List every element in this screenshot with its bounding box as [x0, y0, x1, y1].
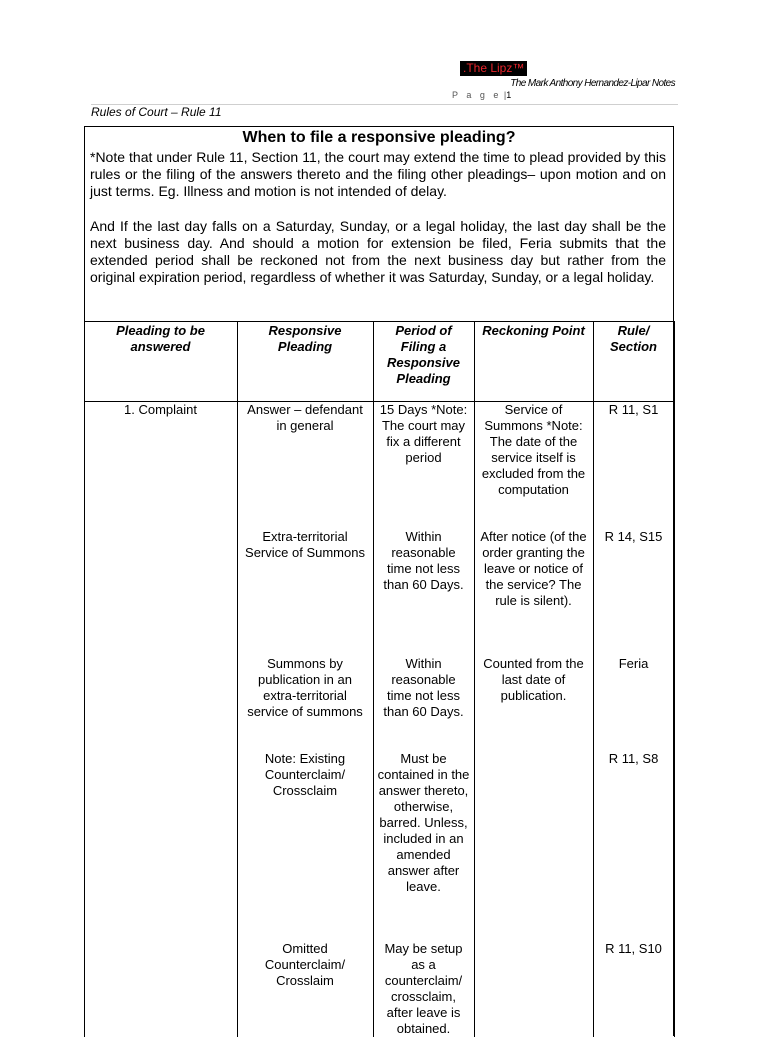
reckoning-entry: Counted from the last date of publication. — [479, 656, 589, 751]
content-frame — [84, 126, 674, 1036]
pleading-cell — [84, 402, 237, 1037]
period-entry: Within reasonable time not less than 60 Days. — [378, 529, 470, 656]
page-number-line — [452, 90, 511, 100]
brand-label: .The Lipz™ — [460, 61, 527, 76]
table-header-row — [84, 322, 674, 402]
page-separator: | — [501, 90, 506, 100]
reckoning-cell — [474, 402, 593, 1037]
column-header: Reckoning Point — [474, 322, 593, 402]
rule-entry: R 14, S15 — [598, 529, 670, 656]
column-header: Responsive Pleading — [237, 322, 373, 402]
reckoning-entry — [479, 751, 589, 941]
rule-entry: R 11, S1 — [598, 402, 670, 529]
pleading-table — [84, 321, 675, 1037]
responsive-entry: Note: Existing Counterclaim/ Crossclaim — [242, 751, 369, 941]
page-number: 1 — [506, 90, 511, 100]
rule-entry: R 11, S10 — [598, 941, 670, 957]
pleading-complaint: 1. Complaint — [124, 402, 197, 417]
responsive-cell — [237, 402, 373, 1037]
period-entry: 15 Days *Note: The court may fix a different period — [378, 402, 470, 529]
page-label: P a g e — [452, 90, 501, 100]
running-head: Rules of Court – Rule 11 — [91, 105, 222, 119]
column-header: Rule/ Section — [593, 322, 674, 402]
period-entry: May be setup as a counterclaim/ crossclaim, after leave is obtained. — [378, 941, 470, 1037]
period-entry: Must be contained in the answer thereto, otherwise, barred. Unless, included in an amended answer after leave. — [378, 751, 470, 941]
rule-entry: R 11, S8 — [598, 751, 670, 941]
column-header: Period of Filing a Responsive Pleading — [373, 322, 474, 402]
rule-entry: Feria — [598, 656, 670, 751]
column-header: Pleading to be answered — [84, 322, 237, 402]
table-row — [84, 402, 674, 1037]
responsive-entry: Omitted Counterclaim/ Crosslaim — [242, 941, 369, 989]
period-entry: Within reasonable time not less than 60 Days. — [378, 656, 470, 751]
period-cell — [373, 402, 474, 1037]
reckoning-entry: Service of Summons *Note: The date of the service itself is excluded from the computation — [479, 402, 589, 529]
responsive-entry: Extra-territorial Service of Summons — [242, 529, 369, 656]
rule-cell — [593, 402, 674, 1037]
holiday-paragraph: And If the last day falls on a Saturday, Sunday, or a legal holiday, the last day shall be the next business day. And should a motion for extension be filed, Feria submits that the extended period shall be reckoned not from the next business day but rather from the original expiration period, regardless of whether it was Saturday, Sunday, or a legal holiday. — [90, 218, 666, 286]
reckoning-entry: After notice (of the order granting the leave or notice of the service? The rule is silent). — [479, 529, 589, 656]
responsive-entry: Answer – defendant in general — [242, 402, 369, 529]
notes-title: The Mark Anthony Hernandez-Lipar Notes — [510, 78, 675, 89]
responsive-entry: Summons by publication in an extra-territorial service of summons — [242, 656, 369, 751]
note-paragraph: *Note that under Rule 11, Section 11, the court may extend the time to plead provided by this rules or the filing of the answers thereto and the filing other pleadings– upon motion and on just terms. Eg. Illness and motion is not intended of delay. — [90, 149, 666, 200]
section-title: When to file a responsive pleading? — [85, 129, 673, 147]
